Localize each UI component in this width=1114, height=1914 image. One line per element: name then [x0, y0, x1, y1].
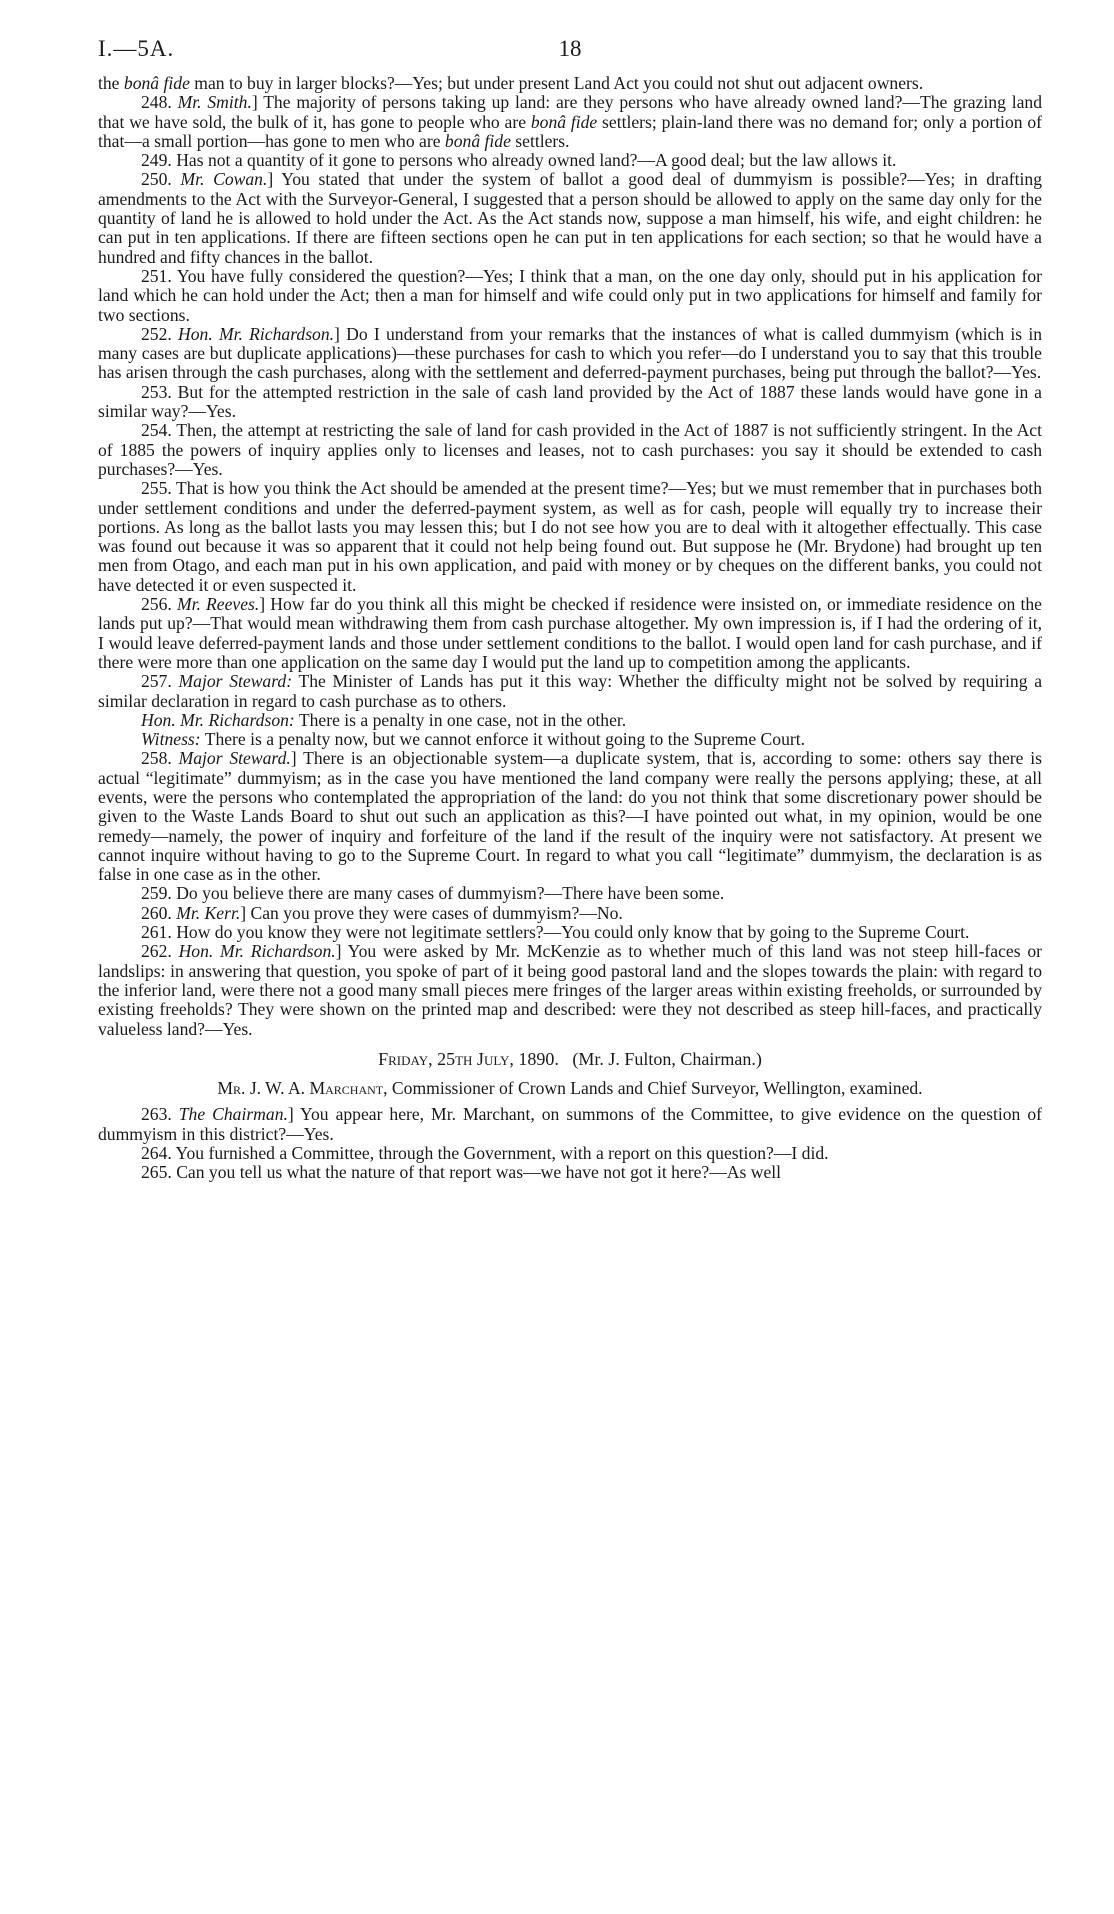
question-249: 249. Has not a quantity of it gone to persons who already owned land?—A good deal; but the law allows it.	[141, 150, 897, 171]
sitting-date: Friday, 25th July, 1890.	[378, 1048, 559, 1069]
remark-witness: Witness: There is a penalty now, but we cannot enforce it without going to the Supreme Court.	[141, 729, 806, 750]
document-reference: I.—5A.	[98, 36, 175, 61]
question-255: 255. That is how you think the Act should be amended at the present time?—Yes; but we must remember that in purchases both under settlement conditions and under the deferred-payment system, as well as for cash, people will equally try to increase their portions. As long as the ballot lasts you may lessen this; but I do not see how you are to deal with it altogether effectually. This case was found out because it was so apparent that it could not help being found out. But suppose he (Mr. Brydone) had brought up ten men from Otago, and each man put in his own application, and paid with money or by cheques on the different banks, you could not have detected it or even suspected it.	[98, 478, 1042, 595]
speaker: Mr. Kerr.	[176, 902, 241, 923]
sitting-heading	[98, 1050, 1042, 1069]
remark-richardson: Hon. Mr. Richardson: There is a penalty in one case, not in the other.	[141, 709, 627, 730]
question-261: 261. How do you know they were not legitimate settlers?—You could only know that by going to the Supreme Court.	[141, 922, 970, 943]
question-250: 250. Mr. Cowan.] You stated that under the system of ballot a good deal of dummyism is possible?—Yes; in drafting amendments to the Act with the Surveyor-General, I suggested that a person should be allowed to apply on the same day only for the quantity of land he is allowed to hold under the Act. As the Act stands now, suppose a man himself, his wife, and eight children: he can put in ten applications. If there are fifteen sections open he can put in ten applications for each section; so that he would have a hundred and fifty chances in the ballot.	[98, 169, 1042, 267]
question-260: 260. Mr. Kerr.] Can you prove they were cases of dummyism?—No.	[141, 902, 623, 923]
question-257: 257. Major Steward: The Minister of Lands has put it this way: Whether the difficulty might not be solved by requiring a similar declaration in regard to cash purchase as to others.	[98, 671, 1043, 711]
paragraph-continuation: the bonâ fide man to buy in larger blocks?—Yes; but under present Land Act you could not shut out adjacent owners.	[98, 73, 924, 93]
sitting-chair: (Mr. J. Fulton, Chairman.)	[572, 1048, 762, 1069]
question-251: 251. You have fully considered the question?—Yes; I think that a man, on the one day only, should put in his application for land which he can hold under the Act; then a man for himself and wife could only put in two applications for himself and family for two sections.	[98, 265, 1042, 325]
question-254: 254. Then, the attempt at restricting the sale of land for cash provided in the Act of 1887 is not sufficiently stringent. In the Act of 1885 the powers of inquiry applies only to licenses and leases, not to cash purchases: you say it should be extended to cash purchases?—Yes.	[98, 420, 1042, 479]
speaker: Mr. Smith.	[177, 92, 252, 113]
page-number: 18	[558, 36, 582, 61]
document-body	[98, 74, 1042, 1183]
question-263: 263. The Chairman.] You appear here, Mr. Marchant, on summons of the Committee, to give evidence on the question of dummyism in this district?—Yes.	[98, 1104, 1042, 1144]
speaker: Mr. Reeves.	[176, 594, 260, 615]
witness-name: Mr. J. W. A. Marchant	[217, 1078, 384, 1099]
question-262: 262. Hon. Mr. Richardson.] You were asked by Mr. McKenzie as to whether much of this land was not steep hill-faces or landslips: in answering that question, you spoke of part of it being good pastoral land and the slopes towards the plain: with regard to the inferior land, were there not a good many small pieces mere fringes of the larger areas within existing freeholds, or surrounded by existing freeholds? They were shown on the printed map and described: were they not described as steep hill-faces, and practically valueless land?—Yes.	[98, 941, 1042, 1039]
witness-description: , Commissioner of Crown Lands and Chief Surveyor, Wellington, examined.	[383, 1078, 923, 1099]
speaker: Witness:	[141, 729, 201, 750]
question-252: 252. Hon. Mr. Richardson.] Do I understand from your remarks that the instances of what is called dummyism (which is in many cases are but duplicate applications)—these purchases for cash to which you refer—do I understand you to say that this trouble has arisen through the cash purchases, along with the settlement and deferred-payment purchases, being put through the ballot?—Yes.	[98, 323, 1043, 383]
question-265: 265. Can you tell us what the nature of that report was—we have not got it here?—As well	[141, 1162, 782, 1183]
question-259: 259. Do you believe there are many cases of dummyism?—There have been some.	[141, 883, 725, 904]
question-258: 258. Major Steward.] There is an objectionable system—a duplicate system, that is, according to some: others say there is actual “legitimate” dummyism; as in the case you have mentioned the land company were really the persons applying; these, at all events, were the persons who contemplated the appropriation of the land: do you not think that some discretionary power should be given to the Waste Lands Board to shut out such an application as this?—I have pointed out what, in my opinion, would be one remedy—namely, the power of inquiry and forfeiture of the land if the result of the inquiry were not satisfactory. At present we cannot inquire without having to go to the Supreme Court. In regard to what you call “legitimate” dummyism, the declaration is as false in one case as in the other.	[98, 748, 1042, 885]
speaker: Hon. Mr. Richardson.	[178, 941, 336, 962]
document-page	[98, 30, 1042, 1183]
question-256: 256. Mr. Reeves.] How far do you think all this might be checked if residence were insisted on, or immediate residence on the lands put up?—That would mean withdrawing them from cash purchase altogether. My own impression is, if I had the ordering of it, I would leave deferred-payment lands and those under settlement conditions to the ballot. I would open land for cash purchase, and if there were more than one application on the same day I would put the land up to competition among the applicants.	[98, 594, 1042, 672]
speaker: Major Steward:	[178, 671, 293, 692]
question-253: 253. But for the attempted restriction in the sale of cash land provided by the Act of 1887 these lands would have gone in a similar way?—Yes.	[98, 381, 1042, 422]
speaker: The Chairman.	[178, 1104, 288, 1125]
question-248: 248. Mr. Smith.] The majority of persons taking up land: are they persons who have already owned land?—The grazing land that we have sold, the bulk of it, has gone to people who are bonâ fide settlers; plain-land there was no demand for; only a portion of that—a small portion—has gone to men who are bonâ fide settlers.	[98, 92, 1043, 151]
speaker: Mr. Cowan.	[180, 169, 268, 190]
question-264: 264. You furnished a Committee, through the Government, with a report on this question?—I did.	[141, 1143, 829, 1164]
witness-heading	[98, 1079, 1042, 1098]
speaker: Hon. Mr. Richardson.	[178, 323, 335, 344]
speaker: Major Steward.	[178, 748, 291, 769]
speaker: Hon. Mr. Richardson:	[141, 709, 295, 730]
page-header	[98, 30, 1042, 74]
